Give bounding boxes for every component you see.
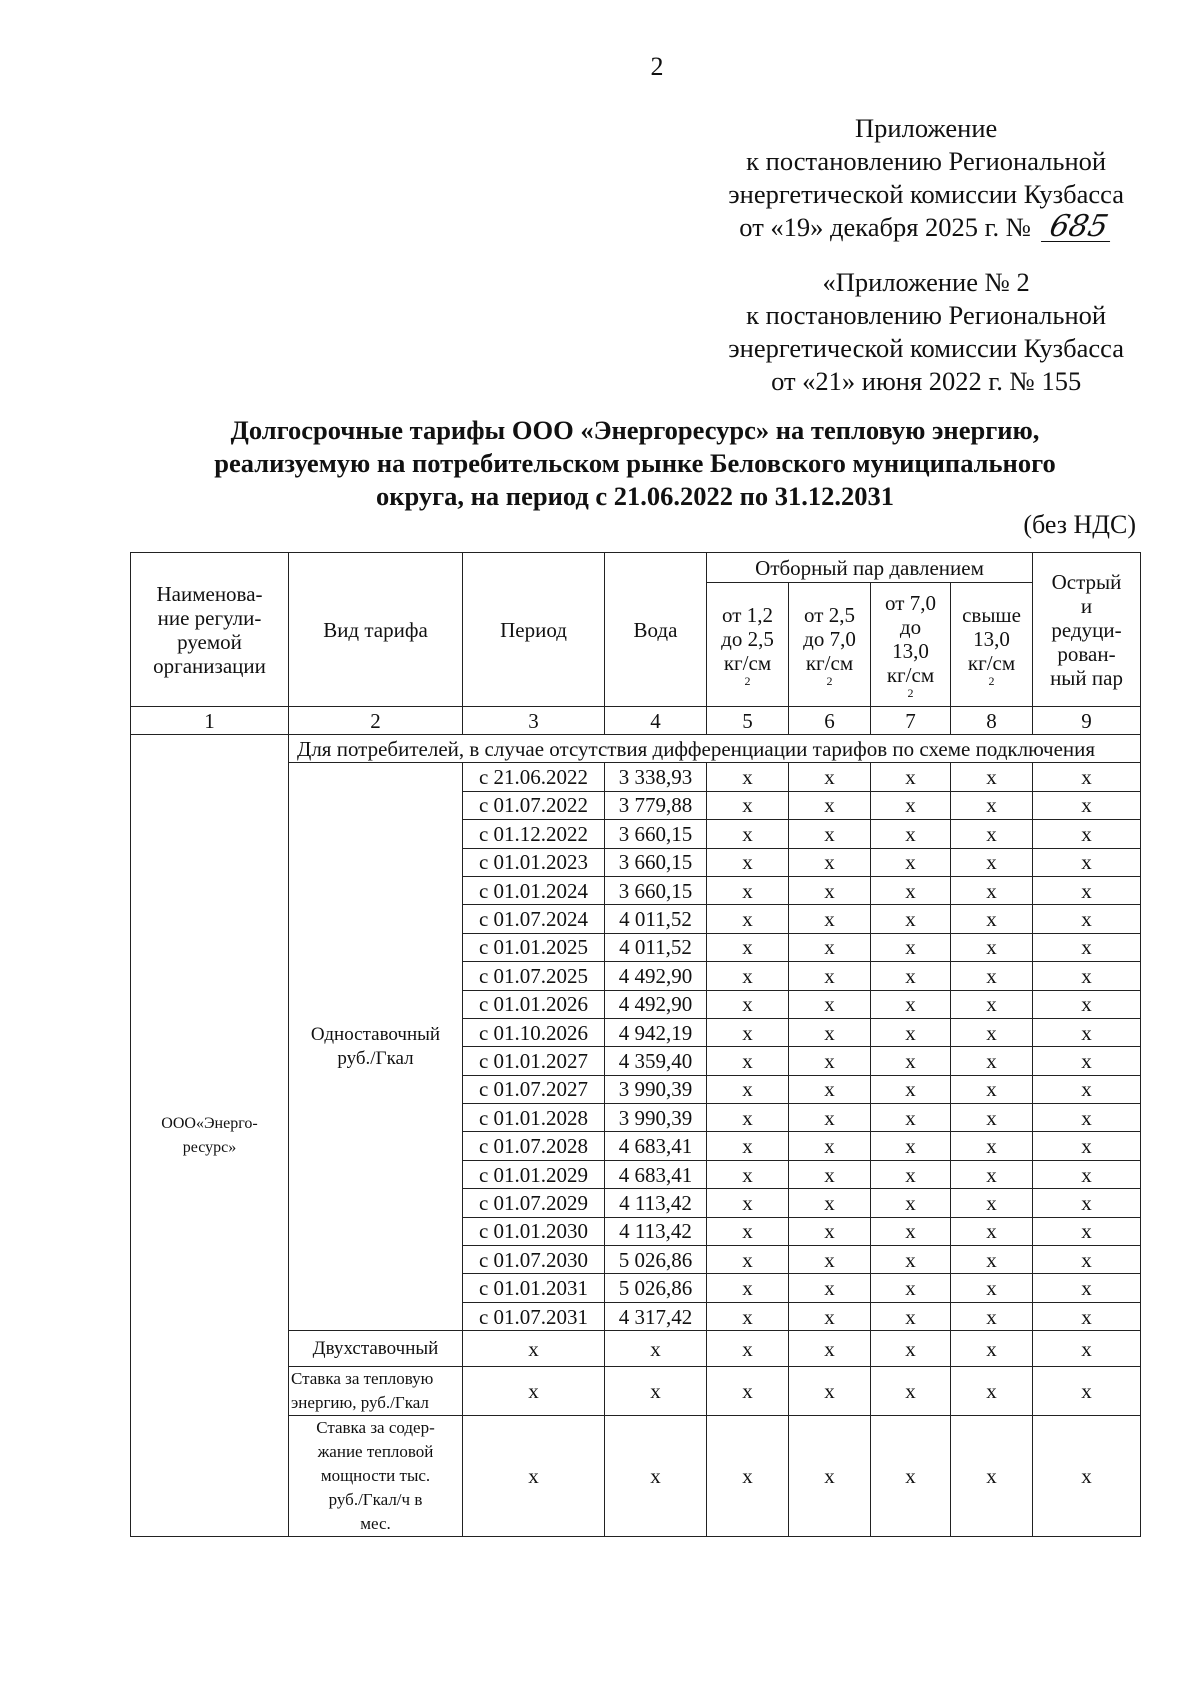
water-cell: 4 492,90 xyxy=(605,962,707,990)
col-number: 3 xyxy=(463,707,605,735)
page-number: 2 xyxy=(650,52,664,81)
x-cell: х xyxy=(871,876,951,904)
period-cell: с 01.01.2025 xyxy=(463,933,605,961)
period-cell: с 01.10.2026 xyxy=(463,1018,605,1046)
period-cell: с 01.07.2029 xyxy=(463,1189,605,1217)
x-cell: х xyxy=(871,763,951,791)
x-cell: х xyxy=(707,1416,789,1537)
x-cell: х xyxy=(789,1189,871,1217)
heat-rate-line: энергию, руб./Гкал xyxy=(291,1393,429,1413)
x-cell: х xyxy=(951,1416,1033,1537)
x-cell: х xyxy=(789,1132,871,1160)
capacity-rate-line: жание тепловой xyxy=(317,1442,434,1462)
x-cell: х xyxy=(789,1367,871,1416)
x-cell: х xyxy=(1033,791,1141,819)
x-cell: х xyxy=(789,990,871,1018)
x-cell: х xyxy=(951,905,1033,933)
section-label: Для потребителей, в случае отсутствия дифференциации тарифов по схеме подключения xyxy=(289,735,1141,763)
x-cell: х xyxy=(871,1132,951,1160)
x-cell: х xyxy=(951,1331,1033,1367)
water-cell: 3 660,15 xyxy=(605,820,707,848)
document-title xyxy=(130,414,1140,513)
x-cell: х xyxy=(1033,820,1141,848)
x-cell: х xyxy=(707,1047,789,1075)
col-number: 6 xyxy=(789,707,871,735)
water-cell: 4 683,41 xyxy=(605,1132,707,1160)
two-rate-label: Двухставочный xyxy=(289,1331,463,1367)
x-cell: х xyxy=(707,962,789,990)
x-cell: х xyxy=(1033,1047,1141,1075)
x-cell: х xyxy=(707,848,789,876)
handwritten-number: 685 xyxy=(1041,213,1116,242)
water-cell: 4 683,41 xyxy=(605,1160,707,1188)
capacity-rate-line: мощности тыс. xyxy=(320,1466,431,1486)
col-number: 4 xyxy=(605,707,707,735)
title-line: реализуемую на потребительском рынке Беловского муниципального xyxy=(214,448,1056,478)
period-cell: с 01.07.2030 xyxy=(463,1246,605,1274)
x-cell: х xyxy=(871,1331,951,1367)
period-cell: с 01.07.2022 xyxy=(463,791,605,819)
header-water: Вода xyxy=(605,553,707,707)
x-cell: х xyxy=(951,933,1033,961)
x-cell: х xyxy=(789,1246,871,1274)
heat-rate-label xyxy=(289,1367,463,1416)
section-row xyxy=(131,735,1141,763)
period-cell: с 01.01.2028 xyxy=(463,1104,605,1132)
appendix-line: Приложение xyxy=(855,113,998,143)
x-cell: х xyxy=(871,1160,951,1188)
col-number: 1 xyxy=(131,707,289,735)
x-cell: х xyxy=(951,763,1033,791)
x-cell: х xyxy=(951,791,1033,819)
header-steam-group: Отборный пар давлением xyxy=(707,553,1033,583)
header-sharp-steam: Острый и редуци- рован- ный пар xyxy=(1033,553,1141,707)
x-cell: х xyxy=(1033,962,1141,990)
x-cell: х xyxy=(1033,1367,1141,1416)
period-cell: с 01.01.2026 xyxy=(463,990,605,1018)
period-cell: с 01.07.2024 xyxy=(463,905,605,933)
x-cell: х xyxy=(707,1075,789,1103)
period-cell: с 01.07.2031 xyxy=(463,1302,605,1330)
capacity-rate-label xyxy=(289,1416,463,1537)
x-cell: х xyxy=(789,1331,871,1367)
x-cell: х xyxy=(707,1160,789,1188)
x-cell: х xyxy=(871,1217,951,1245)
header-steam-3: от 7,0 до 13,0 кг/см 2 xyxy=(871,583,951,707)
x-cell: х xyxy=(707,820,789,848)
header-period: Период xyxy=(463,553,605,707)
x-cell: х xyxy=(789,1160,871,1188)
x-cell: х xyxy=(951,1075,1033,1103)
period-cell: с 01.01.2023 xyxy=(463,848,605,876)
x-cell: х xyxy=(1033,1416,1141,1537)
col-number: 5 xyxy=(707,707,789,735)
x-cell: х xyxy=(871,848,951,876)
x-cell: х xyxy=(707,791,789,819)
water-cell: 3 779,88 xyxy=(605,791,707,819)
x-cell: х xyxy=(707,1331,789,1367)
period-cell: с 01.07.2027 xyxy=(463,1075,605,1103)
x-cell: х xyxy=(1033,905,1141,933)
x-cell: х xyxy=(1033,990,1141,1018)
title-line: Долгосрочные тарифы ООО «Энергоресурс» на тепловую энергию, xyxy=(230,415,1040,445)
x-cell: х xyxy=(789,1047,871,1075)
x-cell: х xyxy=(1033,1160,1141,1188)
header-steam-1: от 1,2 до 2,5 кг/см 2 xyxy=(707,583,789,707)
capacity-rate-line: руб./Гкал/ч в xyxy=(328,1490,423,1510)
appendix-original-header xyxy=(728,266,1124,398)
x-cell: х xyxy=(707,1246,789,1274)
appendix-line: энергетической комиссии Кузбасса xyxy=(728,333,1124,363)
water-cell: 3 660,15 xyxy=(605,876,707,904)
x-cell: х xyxy=(1033,1075,1141,1103)
x-cell: х xyxy=(789,933,871,961)
x-cell: х xyxy=(789,1302,871,1330)
org-name-line: ресурс» xyxy=(182,1138,237,1156)
x-cell: х xyxy=(1033,876,1141,904)
x-cell: х xyxy=(871,990,951,1018)
x-cell: х xyxy=(605,1416,707,1537)
col-number: 8 xyxy=(951,707,1033,735)
x-cell: х xyxy=(789,763,871,791)
appendix-date-line xyxy=(728,211,1124,244)
x-cell: х xyxy=(1033,1018,1141,1046)
appendix-line: к постановлению Региональной xyxy=(746,146,1107,176)
x-cell: х xyxy=(951,1160,1033,1188)
water-cell: 3 660,15 xyxy=(605,848,707,876)
water-cell: 5 026,86 xyxy=(605,1274,707,1302)
x-cell: х xyxy=(871,905,951,933)
x-cell: х xyxy=(871,1367,951,1416)
x-cell: х xyxy=(951,1274,1033,1302)
x-cell: х xyxy=(789,876,871,904)
x-cell: х xyxy=(707,990,789,1018)
x-cell: х xyxy=(1033,848,1141,876)
header-org: Наименова- ние регули- руемой организации xyxy=(131,553,289,707)
header-steam-4: свыше 13,0 кг/см 2 xyxy=(951,583,1033,707)
col-number: 7 xyxy=(871,707,951,735)
x-cell: х xyxy=(871,962,951,990)
x-cell: х xyxy=(789,1217,871,1245)
appendix-date: от «19» декабря 2025 г. № xyxy=(739,212,1032,242)
capacity-rate-line: мес. xyxy=(360,1514,391,1534)
period-cell: с 01.12.2022 xyxy=(463,820,605,848)
x-cell: х xyxy=(707,1274,789,1302)
x-cell: х xyxy=(871,933,951,961)
water-cell: 5 026,86 xyxy=(605,1246,707,1274)
x-cell: х xyxy=(789,848,871,876)
x-cell: х xyxy=(707,763,789,791)
x-cell: х xyxy=(789,962,871,990)
single-rate-line: Одноставочный xyxy=(310,1023,441,1045)
x-cell: х xyxy=(951,820,1033,848)
x-cell: х xyxy=(951,848,1033,876)
x-cell: х xyxy=(871,1416,951,1537)
x-cell: х xyxy=(951,876,1033,904)
x-cell: х xyxy=(871,1302,951,1330)
x-cell: х xyxy=(605,1367,707,1416)
water-cell: 3 990,39 xyxy=(605,1075,707,1103)
water-cell: 4 359,40 xyxy=(605,1047,707,1075)
x-cell: х xyxy=(871,1075,951,1103)
x-cell: х xyxy=(951,1047,1033,1075)
x-cell: х xyxy=(789,1104,871,1132)
header-steam-2: от 2,5 до 7,0 кг/см 2 xyxy=(789,583,871,707)
x-cell: х xyxy=(707,1367,789,1416)
period-cell: с 01.01.2030 xyxy=(463,1217,605,1245)
x-cell: х xyxy=(789,1416,871,1537)
x-cell: х xyxy=(871,1246,951,1274)
x-cell: х xyxy=(1033,1274,1141,1302)
period-cell: с 01.01.2031 xyxy=(463,1274,605,1302)
water-cell: 3 990,39 xyxy=(605,1104,707,1132)
period-cell: с 01.01.2029 xyxy=(463,1160,605,1188)
single-rate-line: руб./Гкал xyxy=(337,1047,414,1069)
x-cell: х xyxy=(871,820,951,848)
appendix-line: энергетической комиссии Кузбасса xyxy=(728,179,1124,209)
capacity-rate-line: Ставка за содер- xyxy=(316,1418,435,1438)
x-cell: х xyxy=(789,905,871,933)
appendix-current-header xyxy=(728,112,1124,244)
period-cell: с 01.01.2024 xyxy=(463,876,605,904)
header-tariff-type: Вид тарифа xyxy=(289,553,463,707)
water-cell: 4 011,52 xyxy=(605,905,707,933)
x-cell: х xyxy=(707,1104,789,1132)
x-cell: х xyxy=(951,1367,1033,1416)
x-cell: х xyxy=(1033,1132,1141,1160)
x-cell: х xyxy=(463,1367,605,1416)
water-cell: 4 113,42 xyxy=(605,1217,707,1245)
org-name-cell xyxy=(131,735,289,1537)
period-cell: с 01.01.2027 xyxy=(463,1047,605,1075)
x-cell: х xyxy=(951,962,1033,990)
x-cell: х xyxy=(951,1132,1033,1160)
x-cell: х xyxy=(707,905,789,933)
tariff-table xyxy=(130,552,1141,1537)
x-cell: х xyxy=(707,876,789,904)
x-cell: х xyxy=(951,1302,1033,1330)
x-cell: х xyxy=(707,933,789,961)
x-cell: х xyxy=(1033,1331,1141,1367)
x-cell: х xyxy=(951,1018,1033,1046)
title-line: округа, на период с 21.06.2022 по 31.12.2031 xyxy=(375,481,895,511)
x-cell: х xyxy=(605,1331,707,1367)
water-cell: 4 492,90 xyxy=(605,990,707,1018)
col-number: 9 xyxy=(1033,707,1141,735)
x-cell: х xyxy=(951,990,1033,1018)
x-cell: х xyxy=(951,1104,1033,1132)
x-cell: х xyxy=(1033,1246,1141,1274)
x-cell: х xyxy=(951,1246,1033,1274)
x-cell: х xyxy=(707,1132,789,1160)
x-cell: х xyxy=(707,1189,789,1217)
x-cell: х xyxy=(789,791,871,819)
x-cell: х xyxy=(707,1018,789,1046)
appendix-line: к постановлению Региональной xyxy=(746,300,1107,330)
period-cell: с 01.07.2025 xyxy=(463,962,605,990)
x-cell: х xyxy=(871,1104,951,1132)
period-cell: с 21.06.2022 xyxy=(463,763,605,791)
x-cell: х xyxy=(789,820,871,848)
period-cell: с 01.07.2028 xyxy=(463,1132,605,1160)
x-cell: х xyxy=(1033,1189,1141,1217)
heat-rate-line: Ставка за тепловую xyxy=(291,1369,434,1389)
x-cell: х xyxy=(463,1416,605,1537)
x-cell: х xyxy=(1033,763,1141,791)
x-cell: х xyxy=(789,1075,871,1103)
water-cell: 4 113,42 xyxy=(605,1189,707,1217)
x-cell: х xyxy=(789,1018,871,1046)
col-number: 2 xyxy=(289,707,463,735)
x-cell: х xyxy=(951,1189,1033,1217)
vat-note: (без НДС) xyxy=(1023,510,1136,539)
x-cell: х xyxy=(1033,933,1141,961)
water-cell: 4 942,19 xyxy=(605,1018,707,1046)
x-cell: х xyxy=(871,1047,951,1075)
x-cell: х xyxy=(951,1217,1033,1245)
water-cell: 3 338,93 xyxy=(605,763,707,791)
appendix-line: от «21» июня 2022 г. № 155 xyxy=(771,366,1082,396)
org-name-line: ООО«Энерго- xyxy=(161,1114,258,1132)
x-cell: х xyxy=(871,1274,951,1302)
x-cell: х xyxy=(463,1331,605,1367)
column-numbers-row xyxy=(131,707,1141,735)
x-cell: х xyxy=(1033,1302,1141,1330)
x-cell: х xyxy=(1033,1104,1141,1132)
water-cell: 4 317,42 xyxy=(605,1302,707,1330)
x-cell: х xyxy=(707,1217,789,1245)
x-cell: х xyxy=(1033,1217,1141,1245)
x-cell: х xyxy=(871,1018,951,1046)
water-cell: 4 011,52 xyxy=(605,933,707,961)
x-cell: х xyxy=(871,791,951,819)
single-rate-cell xyxy=(289,763,463,1331)
x-cell: х xyxy=(789,1274,871,1302)
appendix-line: «Приложение № 2 xyxy=(822,267,1030,297)
x-cell: х xyxy=(707,1302,789,1330)
x-cell: х xyxy=(871,1189,951,1217)
